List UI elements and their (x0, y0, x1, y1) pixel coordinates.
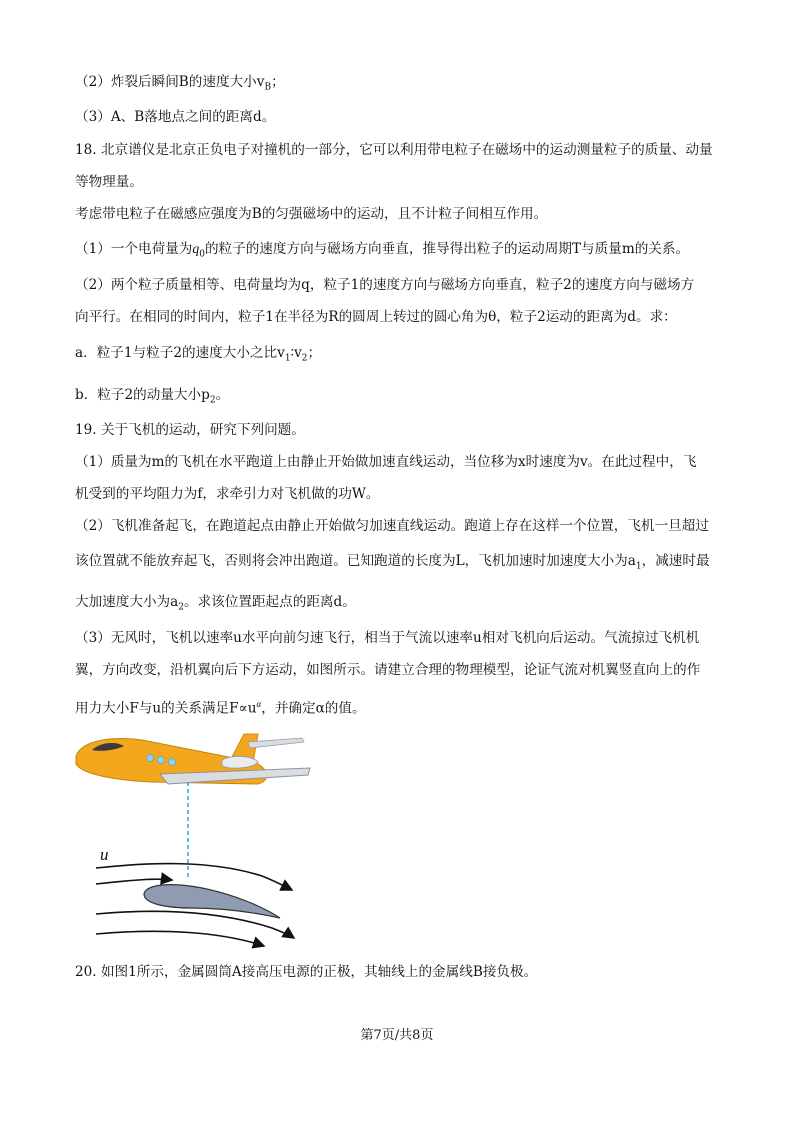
q18-condition: 考虑带电粒子在磁感应强度为B的匀强磁场中的运动，且不计粒子间相互作用。 (75, 206, 548, 222)
q18-part2b: b．粒子2的动量大小$p_2$。 (75, 387, 230, 406)
q18-part2-line1: （2）两个粒子质量相等、电荷量均为q，粒子1的速度方向与磁场方向垂直，粒子2的速度方向与磁场方 (75, 277, 695, 293)
q19-intro: 19. 关于飞机的运动，研究下列问题。 (75, 422, 305, 438)
q19-part1-line1: （1）质量为m的飞机在水平跑道上由静止开始做加速直线运动，当位移为x时速度为v。在此过程中，飞 (75, 454, 697, 470)
q18-part1: （1）一个电荷量为$q_0$的粒子的速度方向与磁场方向垂直，推导得出粒子的运动周期T与质量m的关系。 (75, 241, 690, 260)
q19-part3-line1: （3）无风时，飞机以速率u水平向前匀速飞行，相当于气流以速率u相对飞机向后运动。气流掠过飞机机 (75, 630, 700, 646)
q19-part3-line3: 用力大小F与u的关系满足$F\propto u^\alpha$，并确定α的值。 (75, 699, 366, 717)
q17-part2: （2）炸裂后瞬间B的速度大小$v_B$； (75, 74, 285, 93)
q18-part2a: a．粒子1与粒子2的速度大小之比$v_1∶v_2$； (75, 345, 322, 364)
q18-intro-line2: 等物理量。 (75, 174, 143, 190)
airflow-line (96, 879, 172, 884)
u-label: u (100, 845, 109, 864)
q19-part3-line2: 翼，方向改变，沿机翼向后下方运动，如图所示。请建立合理的物理模型，论证气流对机翼竖直向上的作 (75, 662, 701, 678)
q18-intro-line1: 18. 北京谱仪是北京正负电子对撞机的一部分，它可以利用带电粒子在磁场中的运动测量粒子的质量、动量 (75, 142, 713, 158)
airfoil-wing-icon (144, 885, 280, 918)
q19-part2-line3: 大加速度大小为$a_2$。求该位置距起点的距离d。 (75, 594, 356, 613)
q19-part2-line1: （2）飞机准备起飞，在跑道起点由静止开始做匀加速直线运动。跑道上存在这样一个位置，飞机一旦超过 (75, 518, 709, 534)
page-footer: 第7页/共8页 (360, 1028, 434, 1043)
airflow-line (96, 931, 264, 946)
airplane-airfoil-figure (72, 728, 317, 953)
airplane-icon (76, 734, 310, 784)
q18-part2-line2: 向平行。在相同的时间内，粒子1在半径为R的圆周上转过的圆心角为θ，粒子2运动的距离为d。求： (75, 309, 677, 325)
q19-part1-line2: 机受到的平均阻力为f，求牵引力对飞机做的功W。 (75, 486, 380, 502)
q17-part3: （3）A、B落地点之间的距离d。 (75, 109, 276, 125)
q20-intro: 20. 如图1所示，金属圆筒A接高压电源的正极，其轴线上的金属线B接负极。 (75, 964, 538, 980)
q19-part2-line2: 该位置就不能放弃起飞，否则将会冲出跑道。已知跑道的长度为L，飞机加速时加速度大小为$a_1$，减速时最 (75, 553, 710, 572)
